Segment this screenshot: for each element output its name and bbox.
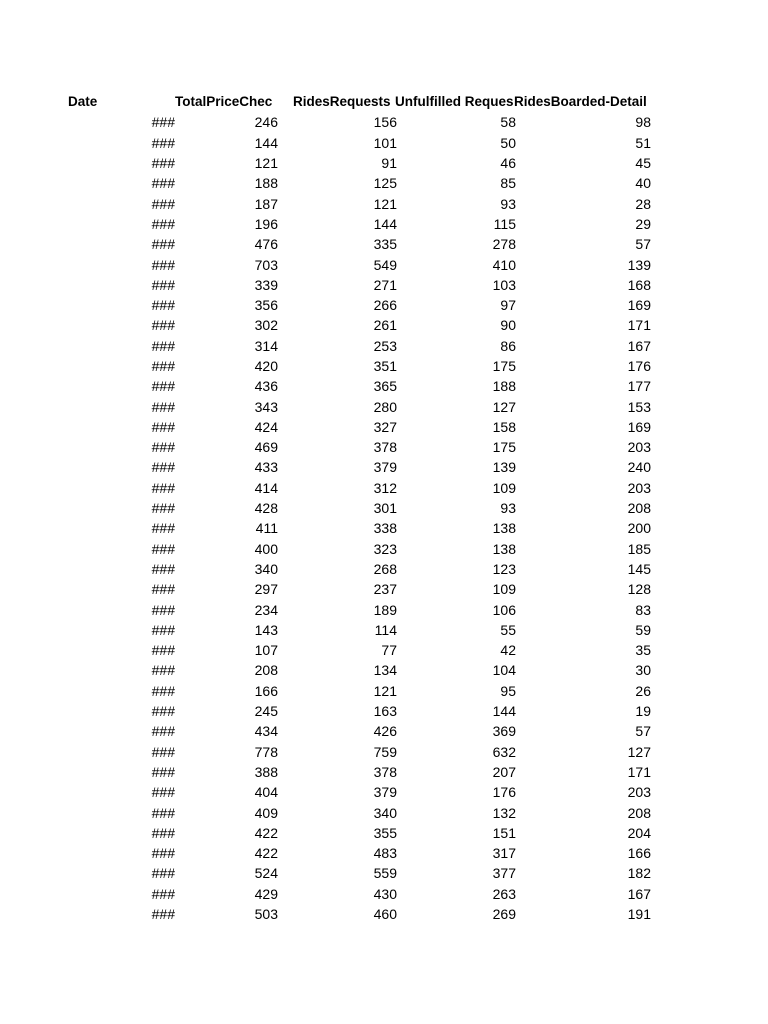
cell-rides-requests: 460	[373, 906, 397, 923]
cell-rides-requests: 77	[381, 642, 397, 659]
table-row	[65, 376, 665, 396]
cell-total-price: 409	[254, 804, 278, 821]
cell-rides-requests: 426	[373, 723, 397, 740]
cell-date: ###	[151, 560, 175, 577]
cell-rides-requests: 134	[373, 662, 397, 679]
cell-date: ###	[151, 662, 175, 679]
cell-date: ###	[151, 215, 175, 232]
header-rides-requests: RidesRequests	[293, 94, 391, 110]
cell-total-price: 188	[254, 175, 278, 192]
table-row	[65, 640, 665, 660]
table-row	[65, 620, 665, 640]
cell-total-price: 400	[254, 540, 278, 557]
table-row	[65, 193, 665, 213]
cell-date: ###	[151, 114, 175, 131]
cell-date: ###	[151, 621, 175, 638]
header-unfulfilled: Unfulfilled Reques	[395, 94, 514, 110]
cell-unfulfilled: 158	[492, 418, 516, 435]
cell-total-price: 422	[254, 824, 278, 841]
cell-rides-requests: 268	[373, 560, 397, 577]
cell-total-price: 143	[254, 621, 278, 638]
cell-rides-boarded: 169	[627, 418, 651, 435]
table-row	[65, 660, 665, 680]
cell-rides-requests: 91	[381, 155, 397, 172]
table-row	[65, 701, 665, 721]
cell-rides-boarded: 29	[635, 215, 651, 232]
cell-rides-requests: 378	[373, 439, 397, 456]
cell-rides-boarded: 208	[627, 500, 651, 517]
table-row	[65, 823, 665, 843]
cell-unfulfilled: 269	[492, 906, 516, 923]
cell-rides-requests: 261	[373, 317, 397, 334]
cell-unfulfilled: 138	[492, 520, 516, 537]
cell-date: ###	[151, 723, 175, 740]
cell-total-price: 343	[254, 398, 278, 415]
table-row	[65, 295, 665, 315]
cell-unfulfilled: 109	[492, 479, 516, 496]
table-row	[65, 559, 665, 579]
cell-total-price: 434	[254, 723, 278, 740]
cell-total-price: 340	[254, 560, 278, 577]
cell-date: ###	[151, 317, 175, 334]
cell-total-price: 302	[254, 317, 278, 334]
cell-rides-requests: 101	[373, 134, 397, 151]
cell-unfulfilled: 410	[492, 256, 516, 273]
cell-rides-requests: 114	[374, 621, 397, 638]
cell-rides-boarded: 30	[635, 662, 651, 679]
cell-rides-boarded: 57	[635, 236, 651, 253]
cell-unfulfilled: 127	[492, 398, 516, 415]
cell-date: ###	[151, 175, 175, 192]
table-body	[65, 112, 665, 924]
cell-rides-requests: 338	[373, 520, 397, 537]
cell-rides-requests: 351	[373, 358, 397, 374]
table-row	[65, 863, 665, 883]
cell-total-price: 121	[254, 155, 278, 172]
header-rides-boarded: RidesBoarded-Detail	[514, 94, 647, 110]
cell-unfulfilled: 90	[500, 317, 516, 334]
cell-rides-boarded: 128	[627, 581, 651, 598]
cell-date: ###	[151, 358, 175, 374]
cell-date: ###	[151, 804, 175, 821]
table-row	[65, 437, 665, 457]
cell-unfulfilled: 93	[500, 195, 516, 212]
cell-rides-requests: 430	[373, 885, 397, 902]
cell-rides-boarded: 19	[635, 703, 651, 720]
cell-unfulfilled: 278	[492, 236, 516, 253]
header-date: Date	[68, 94, 98, 110]
cell-rides-requests: 266	[373, 297, 397, 314]
cell-rides-boarded: 185	[627, 540, 651, 557]
cell-total-price: 245	[254, 703, 278, 720]
cell-unfulfilled: 103	[492, 276, 516, 293]
cell-rides-boarded: 204	[627, 824, 651, 841]
cell-unfulfilled: 175	[492, 439, 516, 456]
cell-unfulfilled: 176	[492, 784, 516, 801]
cell-total-price: 778	[254, 743, 278, 760]
cell-date: ###	[151, 885, 175, 902]
cell-date: ###	[151, 479, 175, 496]
cell-date: ###	[151, 439, 175, 456]
cell-rides-requests: 335	[373, 236, 397, 253]
cell-date: ###	[151, 398, 175, 415]
cell-rides-requests: 379	[373, 459, 397, 476]
cell-unfulfilled: 151	[492, 824, 516, 841]
table-row	[65, 173, 665, 193]
table-row	[65, 254, 665, 274]
cell-rides-requests: 253	[373, 337, 397, 354]
cell-total-price: 424	[254, 418, 278, 435]
cell-unfulfilled: 93	[500, 500, 516, 517]
cell-total-price: 356	[254, 297, 278, 314]
cell-total-price: 524	[254, 865, 278, 882]
cell-unfulfilled: 377	[492, 865, 516, 882]
cell-rides-boarded: 182	[627, 865, 651, 882]
cell-total-price: 339	[254, 276, 278, 293]
cell-date: ###	[151, 337, 175, 354]
cell-total-price: 469	[254, 439, 278, 456]
table-row	[65, 214, 665, 234]
cell-rides-boarded: 83	[635, 601, 651, 618]
cell-total-price: 187	[254, 195, 278, 212]
cell-unfulfilled: 104	[492, 662, 516, 679]
cell-rides-requests: 327	[373, 418, 397, 435]
cell-date: ###	[151, 581, 175, 598]
cell-total-price: 166	[254, 682, 278, 699]
cell-unfulfilled: 86	[500, 337, 516, 354]
table-row	[65, 742, 665, 762]
cell-rides-boarded: 177	[627, 378, 651, 395]
cell-rides-requests: 379	[373, 784, 397, 801]
data-table	[65, 92, 665, 924]
cell-unfulfilled: 95	[500, 682, 516, 699]
cell-rides-requests: 156	[373, 114, 397, 131]
table-row	[65, 904, 665, 924]
cell-unfulfilled: 115	[493, 215, 516, 232]
cell-rides-boarded: 35	[635, 642, 651, 659]
cell-rides-boarded: 203	[627, 784, 651, 801]
cell-total-price: 246	[254, 114, 278, 131]
cell-unfulfilled: 132	[492, 804, 516, 821]
cell-date: ###	[151, 763, 175, 780]
cell-date: ###	[151, 236, 175, 253]
table-row	[65, 782, 665, 802]
cell-rides-requests: 121	[373, 682, 397, 699]
cell-unfulfilled: 175	[492, 358, 516, 374]
cell-rides-boarded: 40	[635, 175, 651, 192]
cell-date: ###	[151, 378, 175, 395]
cell-unfulfilled: 317	[492, 845, 516, 862]
cell-rides-boarded: 26	[635, 682, 651, 699]
cell-date: ###	[151, 256, 175, 273]
cell-unfulfilled: 188	[492, 378, 516, 395]
cell-rides-requests: 365	[373, 378, 397, 395]
cell-total-price: 476	[254, 236, 278, 253]
cell-rides-requests: 312	[373, 479, 397, 496]
cell-total-price: 503	[254, 906, 278, 923]
cell-rides-requests: 340	[373, 804, 397, 821]
table-row	[65, 417, 665, 437]
cell-rides-boarded: 240	[627, 459, 651, 476]
cell-unfulfilled: 144	[492, 703, 516, 720]
cell-unfulfilled: 85	[500, 175, 516, 192]
table-row	[65, 275, 665, 295]
cell-rides-boarded: 98	[635, 114, 651, 131]
cell-unfulfilled: 58	[500, 114, 516, 131]
cell-total-price: 429	[254, 885, 278, 902]
cell-unfulfilled: 97	[500, 297, 516, 314]
cell-rides-requests: 144	[373, 215, 397, 232]
cell-unfulfilled: 46	[500, 155, 516, 172]
table-row	[65, 112, 665, 132]
cell-date: ###	[151, 195, 175, 212]
cell-rides-requests: 271	[373, 276, 397, 293]
cell-rides-boarded: 203	[627, 479, 651, 496]
cell-rides-boarded: 169	[627, 297, 651, 314]
table-row	[65, 599, 665, 619]
cell-unfulfilled: 207	[492, 763, 516, 780]
cell-rides-boarded: 166	[627, 845, 651, 862]
cell-date: ###	[151, 682, 175, 699]
cell-date: ###	[151, 540, 175, 557]
cell-rides-boarded: 145	[627, 560, 651, 577]
cell-rides-requests: 759	[373, 743, 397, 760]
table-row	[65, 884, 665, 904]
table-row	[65, 133, 665, 153]
cell-total-price: 208	[254, 662, 278, 679]
cell-unfulfilled: 138	[492, 540, 516, 557]
cell-rides-boarded: 28	[635, 195, 651, 212]
cell-total-price: 428	[254, 500, 278, 517]
table-row	[65, 478, 665, 498]
cell-unfulfilled: 50	[500, 134, 516, 151]
cell-rides-boarded: 200	[627, 520, 651, 537]
cell-date: ###	[151, 276, 175, 293]
cell-rides-boarded: 45	[635, 155, 651, 172]
cell-date: ###	[151, 155, 175, 172]
cell-unfulfilled: 42	[500, 642, 516, 659]
cell-unfulfilled: 632	[492, 743, 516, 760]
cell-total-price: 144	[254, 134, 278, 151]
cell-rides-boarded: 171	[627, 317, 651, 334]
cell-total-price: 297	[254, 581, 278, 598]
cell-rides-requests: 378	[373, 763, 397, 780]
cell-rides-boarded: 139	[627, 256, 651, 273]
cell-rides-requests: 301	[373, 500, 397, 517]
table-row	[65, 802, 665, 822]
cell-unfulfilled: 109	[492, 581, 516, 598]
cell-total-price: 234	[254, 601, 278, 618]
cell-total-price: 414	[254, 479, 278, 496]
cell-rides-requests: 237	[373, 581, 397, 598]
cell-total-price: 196	[254, 215, 278, 232]
cell-date: ###	[151, 601, 175, 618]
cell-rides-boarded: 167	[627, 337, 651, 354]
cell-rides-boarded: 176	[627, 358, 651, 374]
cell-rides-requests: 483	[373, 845, 397, 862]
cell-total-price: 314	[254, 337, 278, 354]
cell-unfulfilled: 263	[492, 885, 516, 902]
table-row	[65, 843, 665, 863]
cell-rides-boarded: 203	[627, 439, 651, 456]
cell-date: ###	[151, 642, 175, 659]
table-row	[65, 396, 665, 416]
cell-total-price: 436	[254, 378, 278, 395]
cell-rides-boarded: 191	[627, 906, 651, 923]
cell-rides-boarded: 127	[627, 743, 651, 760]
cell-date: ###	[151, 459, 175, 476]
cell-date: ###	[151, 520, 175, 537]
cell-unfulfilled: 139	[492, 459, 516, 476]
cell-total-price: 422	[254, 845, 278, 862]
table-row	[65, 762, 665, 782]
table-row	[65, 315, 665, 335]
cell-date: ###	[151, 134, 175, 151]
table-row	[65, 356, 665, 376]
table-row	[65, 153, 665, 173]
cell-rides-requests: 549	[373, 256, 397, 273]
cell-unfulfilled: 369	[492, 723, 516, 740]
table-row	[65, 234, 665, 254]
cell-date: ###	[151, 743, 175, 760]
table-row	[65, 518, 665, 538]
table-row	[65, 721, 665, 741]
cell-rides-boarded: 59	[635, 621, 651, 638]
cell-date: ###	[151, 297, 175, 314]
cell-date: ###	[151, 906, 175, 923]
cell-unfulfilled: 123	[492, 560, 516, 577]
cell-date: ###	[151, 865, 175, 882]
cell-date: ###	[151, 824, 175, 841]
cell-rides-requests: 163	[373, 703, 397, 720]
table-row	[65, 498, 665, 518]
table-row	[65, 579, 665, 599]
cell-rides-boarded: 171	[627, 763, 651, 780]
table-row	[65, 457, 665, 477]
header-row	[65, 92, 665, 112]
cell-rides-boarded: 208	[627, 804, 651, 821]
cell-rides-boarded: 153	[627, 398, 651, 415]
cell-rides-requests: 280	[373, 398, 397, 415]
cell-total-price: 107	[254, 642, 278, 659]
cell-total-price: 433	[254, 459, 278, 476]
cell-total-price: 388	[254, 763, 278, 780]
cell-rides-requests: 323	[373, 540, 397, 557]
table-row	[65, 681, 665, 701]
cell-total-price: 411	[255, 520, 278, 537]
cell-date: ###	[151, 784, 175, 801]
cell-date: ###	[151, 418, 175, 435]
cell-date: ###	[151, 703, 175, 720]
cell-rides-boarded: 57	[635, 723, 651, 740]
cell-date: ###	[151, 845, 175, 862]
cell-rides-requests: 559	[373, 865, 397, 882]
cell-unfulfilled: 106	[492, 601, 516, 618]
cell-unfulfilled: 55	[500, 621, 516, 638]
cell-rides-requests: 121	[373, 195, 397, 212]
table-row	[65, 336, 665, 356]
cell-rides-requests: 355	[373, 824, 397, 841]
header-total-price: TotalPriceChec	[175, 94, 273, 110]
cell-rides-boarded: 167	[627, 885, 651, 902]
table-row	[65, 539, 665, 559]
cell-rides-boarded: 168	[627, 276, 651, 293]
cell-rides-boarded: 51	[635, 134, 651, 151]
cell-total-price: 404	[254, 784, 278, 801]
cell-date: ###	[151, 500, 175, 517]
cell-total-price: 703	[254, 256, 278, 273]
cell-rides-requests: 189	[373, 601, 397, 618]
cell-rides-requests: 125	[373, 175, 397, 192]
cell-total-price: 420	[254, 358, 278, 374]
